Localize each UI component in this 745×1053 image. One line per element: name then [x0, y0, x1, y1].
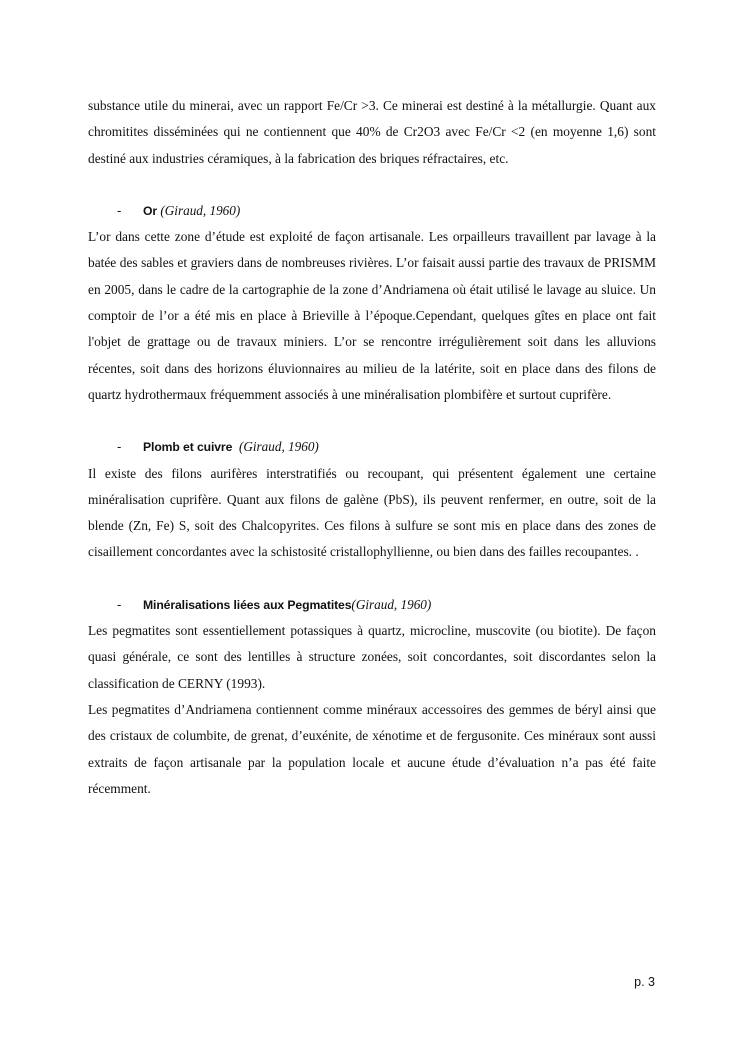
heading-plomb-cuivre: Plomb et cuivre — [143, 440, 233, 455]
bullet-dash: - — [117, 439, 122, 455]
reference-citation: (Giraud, 1960) — [238, 439, 319, 455]
intro-paragraph: substance utile du minerai, avec un rapport Fe/Cr >3. Ce minerai est destiné à la métallurgie. Quant aux chromitites disséminées qui ne contiennent que 40% de Cr2O3 avec Fe/Cr <2 (en moyenne 1,6) sont destiné aux industries céramiques, à la fabrication des briques réfractaires, etc. — [88, 98, 656, 166]
bullet-dash: - — [117, 202, 122, 218]
bullet-dash: - — [117, 596, 122, 612]
paragraph-plomb-cuivre: Il existe des filons aurifères interstratifiés ou recoupant, qui présentent également une certaine minéralisation cuprifère. Quant aux filons de galène (PbS), ils peuvent renfermer, en outre, soit de la blende (Zn, Fe) S, soit des Chalcopyrites. Ces filons à sulfure se sont mis en place dans des zones de cisaillement concordantes avec la schistosité cristallophyllienne, ou bien dans des failles recoupantes. . — [88, 465, 656, 560]
spacer — [88, 566, 656, 592]
reference-citation: (Giraud, 1960) — [160, 202, 241, 218]
spacer — [88, 172, 656, 198]
section-heading-pegmatites — [117, 592, 656, 618]
page-number: p. 3 — [634, 975, 655, 989]
spacer — [88, 408, 656, 434]
heading-or: Or — [143, 203, 158, 218]
section-heading-or — [117, 198, 656, 224]
section-heading-plomb-cuivre — [117, 434, 656, 460]
text-column — [88, 93, 656, 802]
reference-citation: (Giraud, 1960) — [351, 596, 432, 612]
paragraph-pegmatites-1: Les pegmatites sont essentiellement potassiques à quartz, microcline, muscovite (ou biotite). De façon quasi générale, ce sont des lentilles à structure zonées, soit concordantes, soit discordantes selon la classification de CERNY (1993). — [88, 623, 656, 691]
heading-pegmatites: Minéralisations liées aux Pegmatites — [143, 597, 352, 612]
paragraph-or: L’or dans cette zone d’étude est exploité de façon artisanale. Les orpailleurs travaillent par lavage à la batée des sables et graviers dans de nombreuses rivières. L’or faisait aussi partie des travaux de PRISMM en 2005, dans le cadre de la cartographie de la zone d’Andriamena où était utilisé le lavage au sluice. Un comptoir de l’or a été mis en place à Brieville à l’époque.Cependant, quelques gîtes en place ont fait l'objet de grattage ou de travaux miniers. L’or se rencontre irrégulièrement soit dans les alluvions récentes, soit dans des horizons éluvionnaires au milieu de la latérite, soit en place dans des filons de quartz hydrothermaux fréquemment associés à une minéralisation plombifère et surtout cuprifère. — [88, 229, 656, 402]
paragraph-pegmatites-2: Les pegmatites d’Andriamena contiennent comme minéraux accessoires des gemmes de béryl ainsi que des cristaux de columbite, de grenat, d’euxénite, de xénotime et de fergusonite. Ces minéraux sont aussi extraits de façon artisanale par la population locale et aucune étude d’évaluation n’a pas été faite récemment. — [88, 701, 656, 796]
